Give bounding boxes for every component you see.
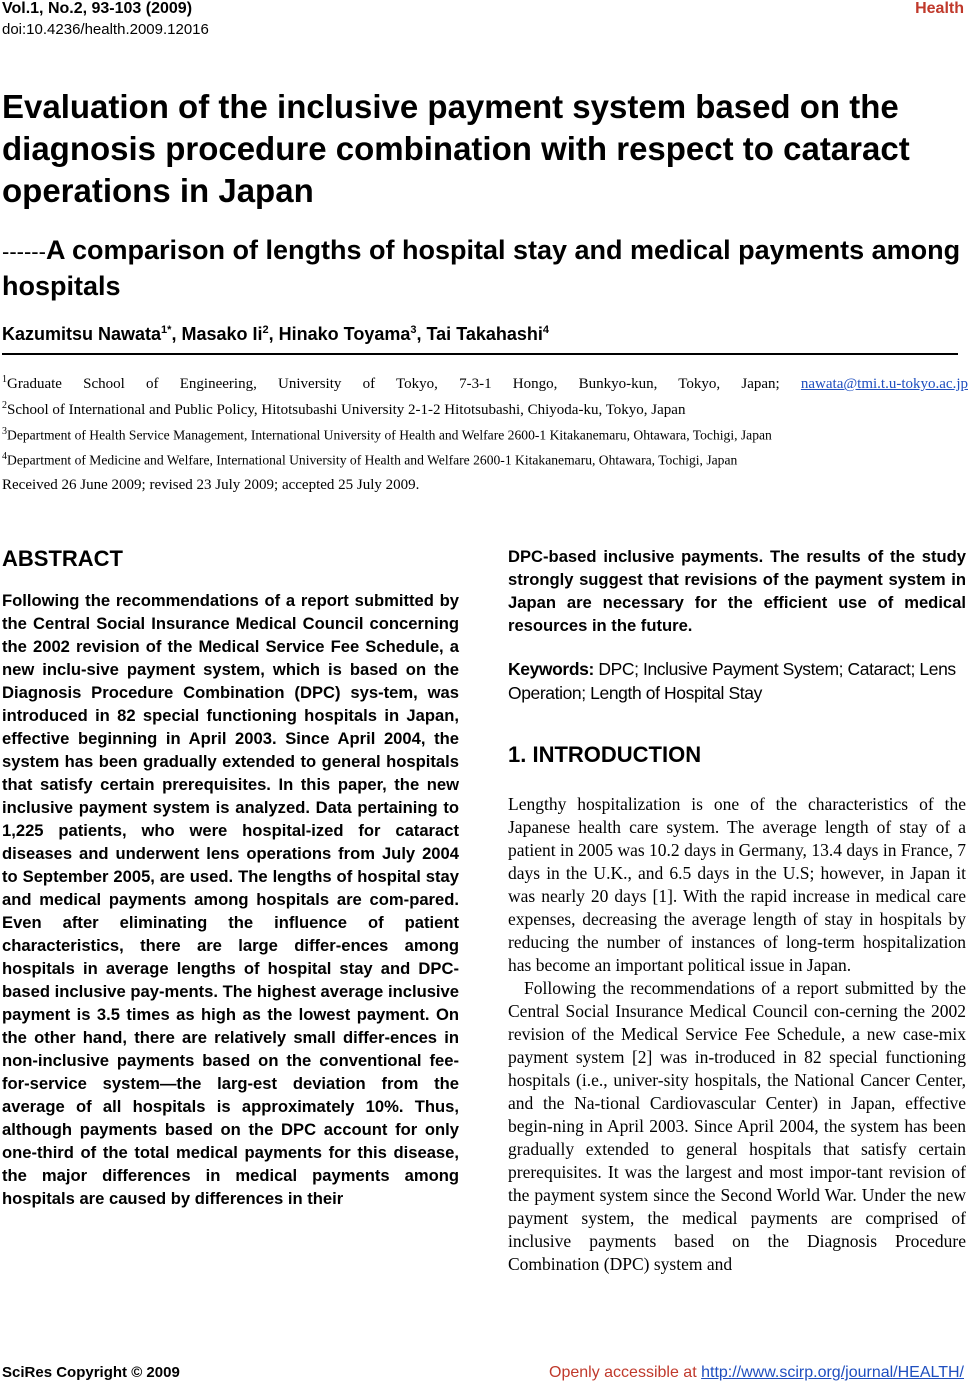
keywords-label: Keywords: (508, 659, 594, 679)
keywords-text: DPC; Inclusive Payment System; Cataract; Lens Operation; Length of Hospital Stay (508, 659, 956, 703)
author-name: Tai Takahashi (426, 324, 543, 344)
left-column (2, 545, 459, 1210)
body-paragraph: Lengthy hospitalization is one of the characteristics of the Japanese health care system. The average length of stay of a patient in 2005 was 10.2 days in Germany, 13.4 days in France, 7 days in the U.K., and 6.5 days in the U.S; however, in Japan it was nearly 20 days [1]. With the rapid increase in medical care expenses, decreasing the average length of stay in hospitals by reducing the number of instances of long-term hospitalization has become an important political issue in Japan. (508, 794, 966, 975)
received-dates: Received 26 June 2009; revised 23 July 2009; accepted 25 July 2009. (2, 477, 420, 493)
affiliation-item (2, 446, 968, 471)
doi: doi:10.4236/health.2009.12016 (2, 21, 209, 38)
author-affiliation-mark: 3 (410, 324, 417, 336)
affiliation-item (2, 395, 968, 421)
affiliation-number: 1 (2, 374, 7, 385)
author-affiliation-mark: 2 (262, 324, 269, 336)
journal-url-link[interactable]: http://www.scirp.org/journal/HEALTH/ (701, 1364, 964, 1381)
affiliation-text: Department of Medicine and Welfare, International University of Health and Welfare 2600-1 Kitakanemaru, Ohtawara, Tochigi, Japan (7, 452, 738, 468)
paper-title: Evaluation of the inclusive payment system based on the diagnosis procedure combination with respect to cataract operations in Japan (2, 88, 910, 209)
author-affiliation-mark: 4 (542, 324, 550, 336)
body-paragraph: Following the recommendations of a report submitted by the Central Social Insurance Medical Council con-cerning the 2002 revision of the Medical Service Fee Schedule, a new case-mix payment system [2] was in-troduced in 82 special functioning hospitals (i.e., univer-sity hospitals, the National Cancer Center, and the Na-tional Cardiovascular Center) in Japan, effective begin-ning in April 2003. Since April 2004, the system has been gradually extended to general hospitals that satisfy certain prerequisites. It was the largest and most impor-tant revision of the payment system since the Second World War. Under the new payment system, the medical payments are comprised of inclusive payments based on the Diagnosis Procedure Combination (DPC) system and (508, 978, 966, 1274)
right-column (508, 545, 966, 1276)
volume-info: Vol.1, No.2, 93-103 (2009) (2, 0, 193, 17)
abstract-continuation: DPC-based inclusive payments. The results of the study strongly suggest that revisions of the payment system in Japan are necessary for the efficient use of medical resources in the future. (508, 547, 966, 635)
subtitle-dashes: ------ (2, 239, 46, 264)
header-divider (2, 353, 958, 355)
affiliation-text: Department of Health Service Management, International University of Health and Welfare 2600-1 Kitakanemaru, Ohtawara, Tochigi, Japan (7, 427, 772, 443)
affiliation-text: Graduate School of Engineering, University of Tokyo, 7-3-1 Hongo, Bunkyo-kun, Tokyo, Japan; (7, 376, 801, 392)
author-name: Hinako Toyama (278, 324, 411, 344)
affiliation-item (2, 421, 968, 446)
author-name: Masako Ii (181, 324, 263, 344)
affiliation-text: School of International and Public Policy, Hitotsubashi University 2-1-2 Hitotsubashi, Chiyoda-ku, Tokyo, Japan (7, 402, 686, 418)
author-affiliation-mark: 1* (161, 324, 172, 336)
affiliation-number: 2 (2, 400, 7, 411)
access-text: Openly accessible at (549, 1364, 702, 1381)
author-email-link[interactable]: nawata@tmi.t.u-tokyo.ac.jp (800, 376, 968, 392)
footer-access (549, 1364, 964, 1382)
author-separator: , (416, 324, 427, 344)
keywords (508, 657, 966, 705)
author-list (2, 324, 549, 345)
introduction-heading: 1. INTRODUCTION (508, 742, 702, 767)
affiliation-number: 4 (2, 450, 7, 462)
journal-name: Health (915, 0, 964, 17)
affiliation-number: 3 (2, 426, 7, 437)
author-separator: , (268, 324, 279, 344)
abstract-heading: ABSTRACT (2, 546, 123, 571)
subtitle-text: A comparison of lengths of hospital stay and medical payments among hospitals (2, 235, 961, 301)
affiliations (2, 369, 968, 470)
author-separator: , (171, 324, 182, 344)
abstract-text: Following the recommendations of a report submitted by the Central Social Insurance Medical Council concerning the 2002 revision of the Medical Service Fee Schedule, a new inclu-sive payment system, which is based on the Diagnosis Procedure Combination (DPC) sys-tem, was introduced in 82 special functioning hospitals in Japan, effective beginning in April 2003. Since April 2004, the system has been gradually extended to general hospitals that satisfy certain prerequisites. In this paper, the new inclusive payment system is analyzed. Data pertaining to 1,225 patients, who were hospital-ized for cataract diseases and underwent lens operations from July 2004 to September 2005, are used. The lengths of hospital stay and medical payments among hospitals are com-pared. Even after eliminating the influence of patient characteristics, there are large differ-ences among hospitals in average lengths of hospital stay and DPC-based inclusive pay-ments. The highest average inclusive payment is 3.5 times as high as the lowest payment. On the other hand, there are relatively small differ-ences in non-inclusive payments based on the conventional fee-for-service system—the larg-est deviation from the average of all hospitals is approximately 10%. Thus, although payments based on the DPC account for only one-third of the total medical payments for this disease, the major differences in medical payments among hospitals are caused by differences in their (2, 591, 459, 1208)
affiliation-item (2, 369, 968, 395)
paper-subtitle (2, 233, 966, 303)
copyright: SciRes Copyright © 2009 (2, 1364, 180, 1381)
author-name: Kazumitsu Nawata (2, 324, 162, 344)
